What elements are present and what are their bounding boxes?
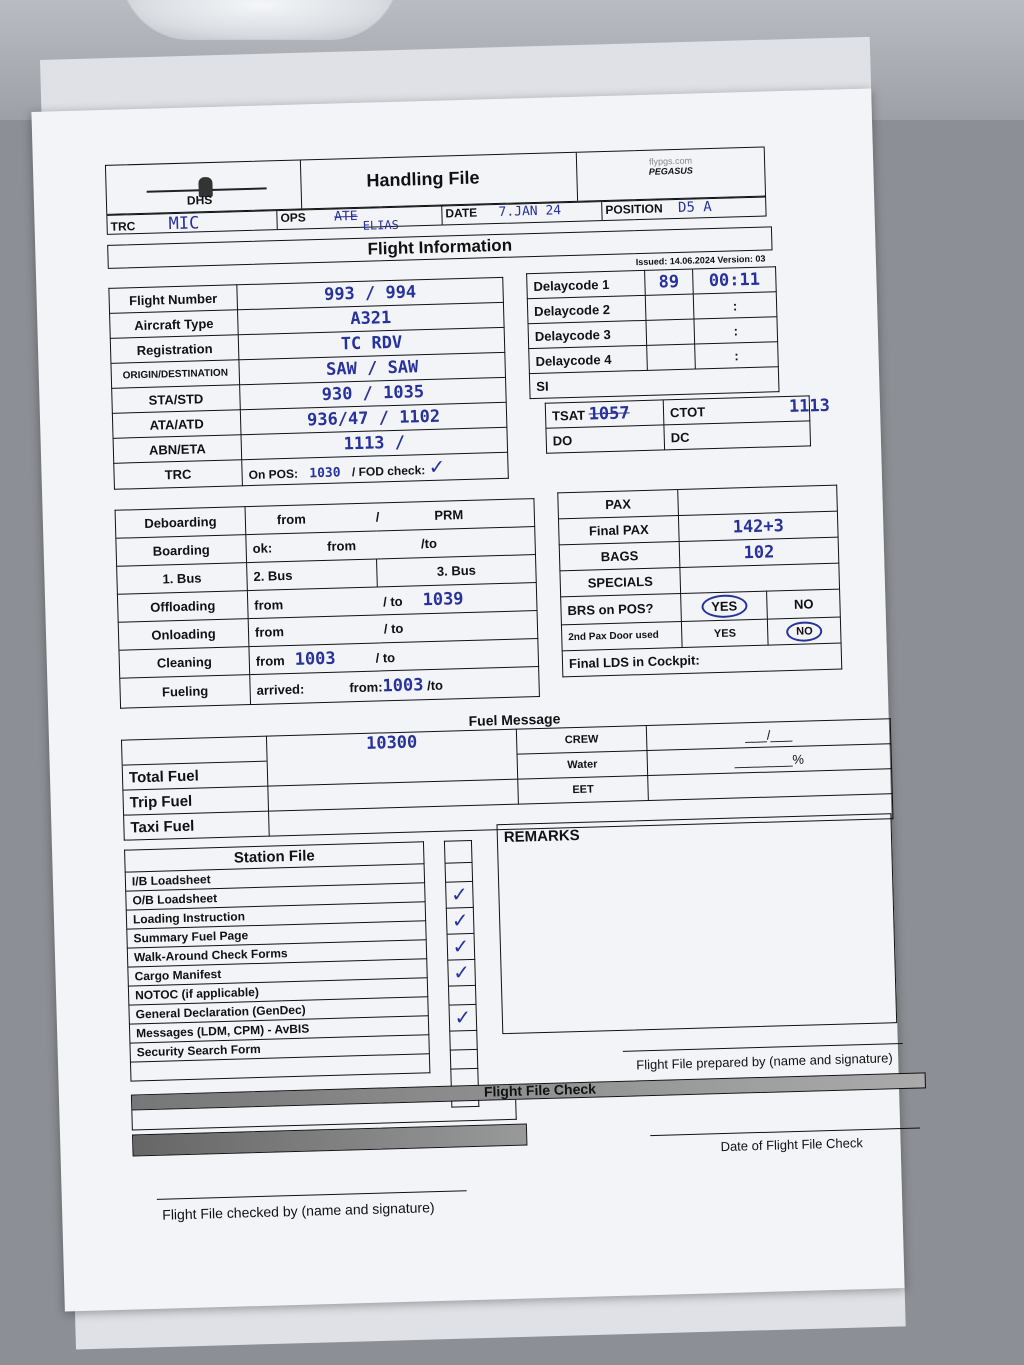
fod-check-mark: ✓ <box>428 456 446 480</box>
registration-value: TC RDV <box>238 327 505 359</box>
document-title: Handling File <box>366 167 480 191</box>
date-value: 7.JAN 24 <box>498 203 562 220</box>
flight-number-value: 993 / 994 <box>237 277 504 309</box>
offloading-to-value: 1039 <box>422 588 464 610</box>
issued-note: Issued: 14.06.2024 Version: 03 <box>635 253 766 268</box>
station-file-checkboxes: ✓ ✓ ✓ ✓ ✓ <box>444 840 479 1108</box>
dhs-logo: DHS <box>106 160 302 213</box>
ctot-value: 1113 <box>788 395 831 417</box>
ata-atd-value: 936/47 / 1102 <box>240 402 507 434</box>
checked-by-label: Flight File checked by (name and signature) <box>162 1199 435 1223</box>
bags-value: 102 <box>679 537 839 567</box>
flight-info-table: Flight Number 993 / 994 Aircraft Type A321 Registration TC RDV ORIGIN/DESTINATION SAW / SAW STA/STD 930 / 1035 ATA/ATD 936/47 / 1102 ABN/ETA 1113 / TRC On POS: 1030 / FOD check: ✓ <box>108 277 508 490</box>
pegasus-logo: flypgs.com PEGASUS <box>576 148 765 201</box>
delay-table: Delaycode 1 89 00:11 Delaycode 2 : Delaycode 3 : Delaycode 4 : SI <box>526 266 779 399</box>
water-glass <box>120 0 400 40</box>
ground-operations-table: Deboarding from / PRM Boarding ok: from /to 1. Bus 2. Bus 3. Bus Offloading from / to 1039 Onloading from / to Cleaning from 1003 / to Fueling arrived: from:1003 /to <box>115 498 540 709</box>
position-value: D5 A <box>677 199 712 216</box>
pax-table: PAX Final PAX 142+3 BAGS 102 SPECIALS BRS on POS? YES NO 2nd Pax Door used YES NO Final LDS in Cockpit: <box>557 485 842 678</box>
top-info-row: TRC MIC OPS ATE ELIAS DATE 7.JAN 24 POSITION D5 A <box>106 196 766 234</box>
flight-information-title: Flight Information <box>107 226 772 269</box>
door-no-circled: NO <box>786 621 823 642</box>
fueling-from-value: 1003 <box>382 674 424 696</box>
final-pax-value: 142+3 <box>678 511 838 541</box>
cleaning-from-value: 1003 <box>294 648 336 670</box>
tsat-value: 1057 <box>588 403 630 425</box>
date-check-line <box>650 1128 920 1137</box>
fuel-table: 10300 CREW ___/___ Total Fuel Water ________% Trip Fuel EET Taxi Fuel <box>121 718 894 840</box>
trc-value: MIC <box>168 213 200 235</box>
handling-file-sheet <box>31 89 904 1312</box>
flight-file-check-title: Flight File Check <box>483 1080 597 1100</box>
abn-eta-value: 1113 / <box>241 427 508 459</box>
ops-value: ELIAS <box>362 217 400 233</box>
brs-yes-circled: YES <box>701 594 748 618</box>
aircraft-type-value: A321 <box>238 302 505 334</box>
checked-by-line <box>157 1190 467 1200</box>
date-check-label: Date of Flight File Check <box>720 1135 864 1155</box>
remarks-box: REMARKS <box>496 813 897 1034</box>
sta-std-value: 930 / 1035 <box>240 377 507 409</box>
on-pos-cell: On POS: 1030 / FOD check: ✓ <box>242 452 509 485</box>
origin-destination-value: SAW / SAW <box>239 352 506 384</box>
fuel-message-title: Fuel Message <box>468 710 561 729</box>
prepared-by-label: Flight File prepared by (name and signature) <box>636 1050 893 1073</box>
tsat-ctot-table: TSAT 1057 CTOT 1113 DO DC <box>545 395 811 453</box>
station-file-table: Station File I/B Loadsheet O/B Loadsheet Loading Instruction Summary Fuel Page Walk-Around Check Forms Cargo Manifest NOTOC (if applicable) General Declaration (GenDec) Messages (LDM, CPM) - AvBIS Security Search Form <box>124 841 430 1081</box>
total-fuel-value: 10300 <box>266 729 517 786</box>
